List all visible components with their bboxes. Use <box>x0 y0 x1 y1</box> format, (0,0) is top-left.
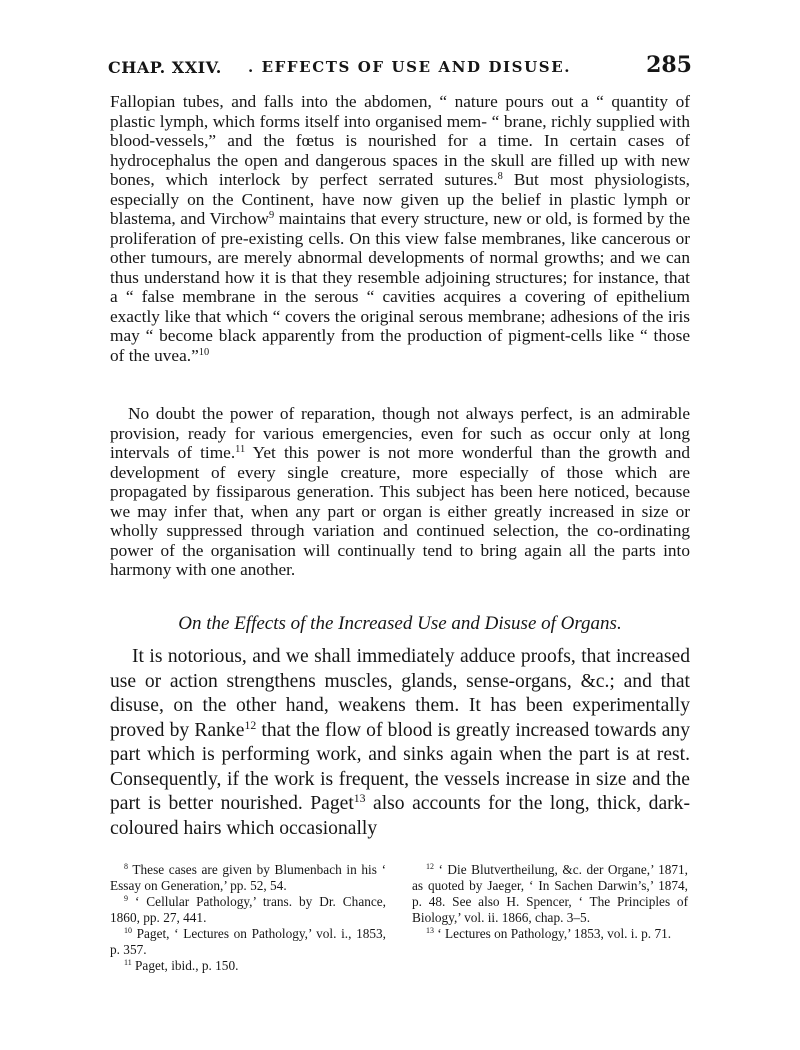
page-number: 285 <box>646 52 692 78</box>
footnote-number: 11 <box>124 958 132 968</box>
footnote <box>110 862 386 894</box>
footnote <box>110 958 386 974</box>
paragraph <box>110 404 690 580</box>
paragraph-text: Fallopian tubes, and falls into the abdomen, “ nature pours out a “ quantity of plastic lymph, which forms itself into organised mem- “ brane, richly supplied with blood-vessels,” and the fœtus is nourished for a time. In certain cases of hydrocephalus the open and dangerous spaces in the skull are filled up with new bones, which interlock by perfect serrated sutures. <box>110 92 690 189</box>
footnote <box>110 926 386 958</box>
paragraph-continued <box>110 92 690 365</box>
footnote-ref: 13 <box>353 791 366 805</box>
paragraph-text: But most physiologists, especially on the Continent, have now given up the belief in plastic lymph or blastema, and Virchow <box>110 170 690 228</box>
footnote-number: 10 <box>124 926 132 936</box>
footnote <box>412 862 688 926</box>
footnotes-left-column <box>110 862 386 974</box>
footnote-ref: 9 <box>268 209 275 221</box>
footnotes-right-column <box>412 862 688 942</box>
paragraph-text: Yet this power is not more wonderful than the growth and development of every single creature, more especially of those which are propagated by fissiparous generation. This subject has been here noticed, because we may infer that, when any part or organ is either greatly increased in size or wholly suppressed through variation and continued selection, the co-ordinating power of the organisation will continually tend to bring again all the parts into harmony with one another. <box>110 443 690 579</box>
footnote-text: ‘ Cellular Pathology,’ trans. by Dr. Chance, 1860, pp. 27, 441. <box>110 894 386 925</box>
paragraph-text: maintains that every structure, new or old, is formed by the proliferation of pre-existing cells. On this view false membranes, like cancerous or other tumours, are merely abnormal developments of normal growths; and we can thus understand how it is that they resemble adjoining structures; for instance, that a “ false membrane in the serous “ cavities acquires a covering of epithelium exactly like that which “ covers the original serous membrane; adhesions of the iris may “ become black apparently from the production of pigment-cells like “ those of the uvea.” <box>110 209 690 365</box>
footnote-number: 12 <box>426 862 434 872</box>
footnote-number: 13 <box>426 926 434 936</box>
paragraph-text: also accounts for the long, thick, dark-coloured hairs which occasionally <box>110 793 690 839</box>
footnote-text: ‘ Lectures on Pathology,’ 1853, vol. i. p. 71. <box>437 926 672 941</box>
footnote-ref: 11 <box>235 443 246 455</box>
footnote-ref: 12 <box>244 718 257 732</box>
chapter-label: CHAP. XXIV. <box>108 58 222 77</box>
section-heading: On the Effects of the Increased Use and Disuse of Organs. <box>178 613 622 634</box>
paragraph-text: No doubt the power of reparation, though not always perfect, is an admirable provision, ready for various emergencies, even for such as occur only at long intervals of time. <box>110 404 690 462</box>
footnote <box>412 926 688 942</box>
footnote-text: Paget, ibid., p. 150. <box>135 958 239 973</box>
paragraph-large <box>110 645 690 841</box>
footnote-text: These cases are given by Blumenbach in his ‘ Essay on Generation,’ pp. 52, 54. <box>110 862 386 893</box>
footnote-text: Paget, ‘ Lectures on Pathology,’ vol. i., 1853, p. 357. <box>110 926 386 957</box>
footnote-number: 8 <box>124 862 128 872</box>
footnote-ref: 10 <box>198 346 210 358</box>
paragraph-text: that the flow of blood is greatly increased towards any part which is performing work, and sinks again when the part is at rest. Consequently, if the work is frequent, the vessels increase in size and the part is better nourished. Paget <box>110 719 690 814</box>
running-head <box>108 50 692 84</box>
footnote <box>110 894 386 926</box>
running-title: . EFFECTS OF USE AND DISUSE. <box>248 58 572 76</box>
footnote-text: ‘ Die Blutvertheilung, &c. der Organe,’ 1871, as quoted by Jaeger, ‘ In Sachen Darwin’s,’ 1874, p. 48. See also H. Spencer, ‘ The Principles of Biology,’ vol. ii. 1866, chap. 3–5. <box>412 862 688 925</box>
footnote-number: 9 <box>124 894 128 904</box>
paragraph-text: It is notorious, and we shall immediately adduce proofs, that increased use or action strengthens muscles, glands, sense-organs, &c.; and that disuse, on the other hand, weakens them. It has been experimentally proved by Ranke <box>110 646 690 741</box>
footnote-ref: 8 <box>497 170 503 182</box>
